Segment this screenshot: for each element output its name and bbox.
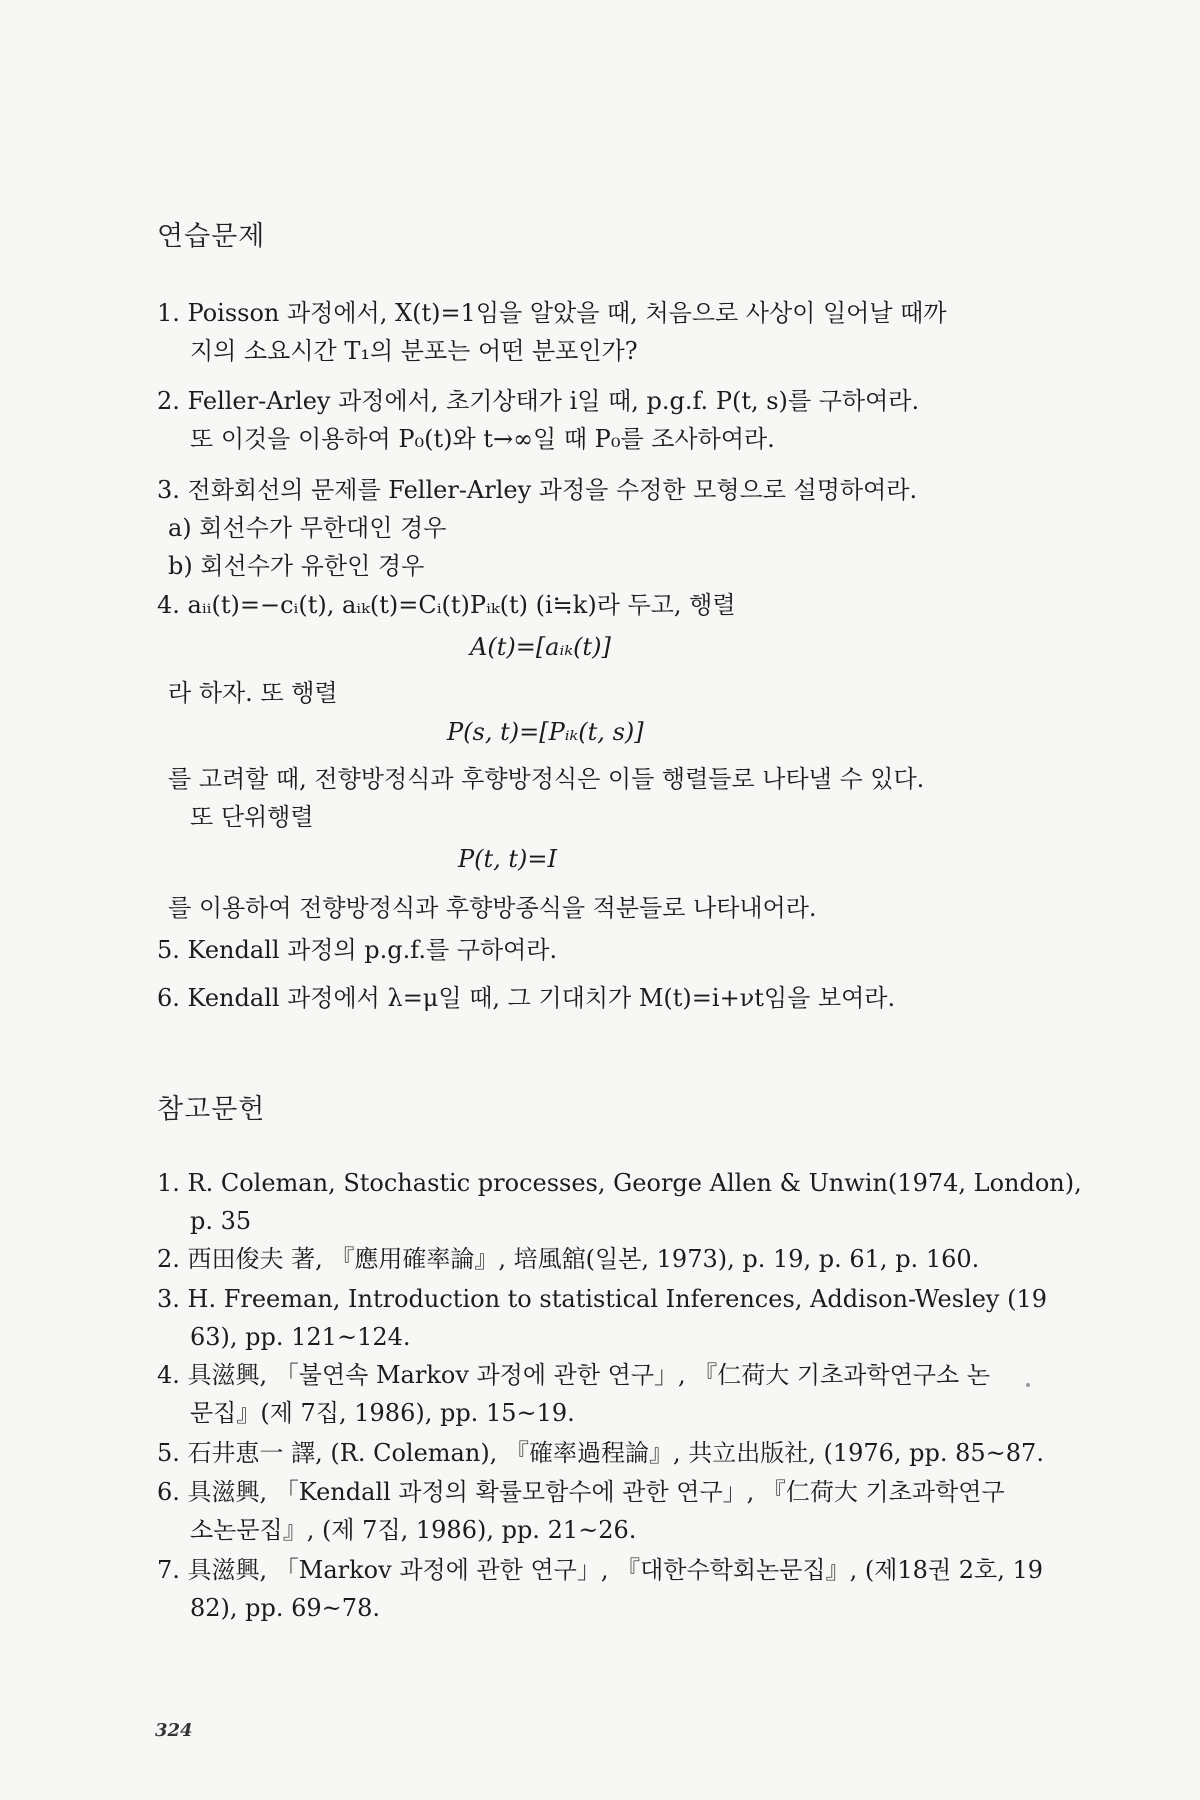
reference-3-line-2: 63), pp. 121~124. <box>190 1323 411 1351</box>
exercise-4-equation-1: A(t)=[aᵢₖ(t)] <box>470 633 611 661</box>
exercise-4-line-3: 를 고려할 때, 전향방정식과 후향방정식은 이들 행렬들로 나타낼 수 있다. <box>168 765 925 793</box>
reference-4-line-1: 4. 具滋興, 「불연속 Markov 과정에 관한 연구」, 『仁荷大 기초과학연구소 논 <box>157 1361 991 1389</box>
exercise-4-line-5: 를 이용하여 전향방정식과 후향방종식을 적분들로 나타내어라. <box>168 894 817 922</box>
reference-4-line-2: 문집』(제 7집, 1986), pp. 15~19. <box>190 1399 575 1427</box>
reference-7-line-2: 82), pp. 69~78. <box>190 1594 380 1622</box>
exercise-3-item-b: b) 회선수가 유한인 경우 <box>168 552 425 580</box>
exercise-2-line-1: 2. Feller-Arley 과정에서, 초기상태가 i일 때, p.g.f. P(t, s)를 구하여라. <box>157 387 920 415</box>
scan-speck <box>1026 1383 1030 1387</box>
page-number: 324 <box>155 1720 193 1741</box>
exercise-4-equation-3: P(t, t)=I <box>458 845 558 873</box>
reference-1-line-1: 1. R. Coleman, Stochastic processes, George Allen & Unwin(1974, London), <box>157 1169 1082 1197</box>
reference-6-line-1: 6. 具滋興, 「Kendall 과정의 확률모함수에 관한 연구」, 『仁荷大 기초과학연구 <box>157 1478 1005 1506</box>
exercise-1-line-2: 지의 소요시간 T₁의 분포는 어떤 분포인가? <box>190 337 638 365</box>
reference-5: 5. 石井恵一 譯, (R. Coleman), 『確率過程論』, 共立出版社, (1976, pp. 85~87. <box>157 1439 1044 1467</box>
exercise-4-line-4: 또 단위행렬 <box>190 803 314 831</box>
exercise-1-line-1: 1. Poisson 과정에서, X(t)=1임을 알았을 때, 처음으로 사상이 일어날 때까 <box>157 299 947 327</box>
references-heading: 참고문헌 <box>157 1094 266 1125</box>
exercise-4-line-1: 4. aᵢᵢ(t)=−cᵢ(t), aᵢₖ(t)=Cᵢ(t)Pᵢₖ(t) (i≒k)라 두고, 행렬 <box>157 591 736 619</box>
reference-3-line-1: 3. H. Freeman, Introduction to statistical Inferences, Addison-Wesley (19 <box>157 1285 1047 1313</box>
reference-1-line-2: p. 35 <box>190 1207 252 1235</box>
exercise-2-line-2: 또 이것을 이용하여 P₀(t)와 t→∞일 때 P₀를 조사하여라. <box>190 425 775 453</box>
exercise-6: 6. Kendall 과정에서 λ=μ일 때, 그 기대치가 M(t)=i+νt임을 보여라. <box>157 984 896 1012</box>
exercise-3-line-1: 3. 전화회선의 문제를 Feller-Arley 과정을 수정한 모형으로 설명하여라. <box>157 476 918 504</box>
reference-7-line-1: 7. 具滋興, 「Markov 과정에 관한 연구」, 『대한수학회논문집』, (제18권 2호, 19 <box>157 1556 1044 1584</box>
exercises-heading: 연습문제 <box>157 221 266 252</box>
exercise-4-line-2: 라 하자. 또 행렬 <box>168 679 338 707</box>
exercise-4-equation-2: P(s, t)=[Pᵢₖ(t, s)] <box>447 718 644 746</box>
exercise-5: 5. Kendall 과정의 p.g.f.를 구하여라. <box>157 936 558 964</box>
reference-2: 2. 西田俊夫 著, 『應用確率論』, 培風舘(일본, 1973), p. 19, p. 61, p. 160. <box>157 1245 980 1273</box>
reference-6-line-2: 소논문집』, (제 7집, 1986), pp. 21~26. <box>190 1516 637 1544</box>
exercise-3-item-a: a) 회선수가 무한대인 경우 <box>168 514 447 542</box>
